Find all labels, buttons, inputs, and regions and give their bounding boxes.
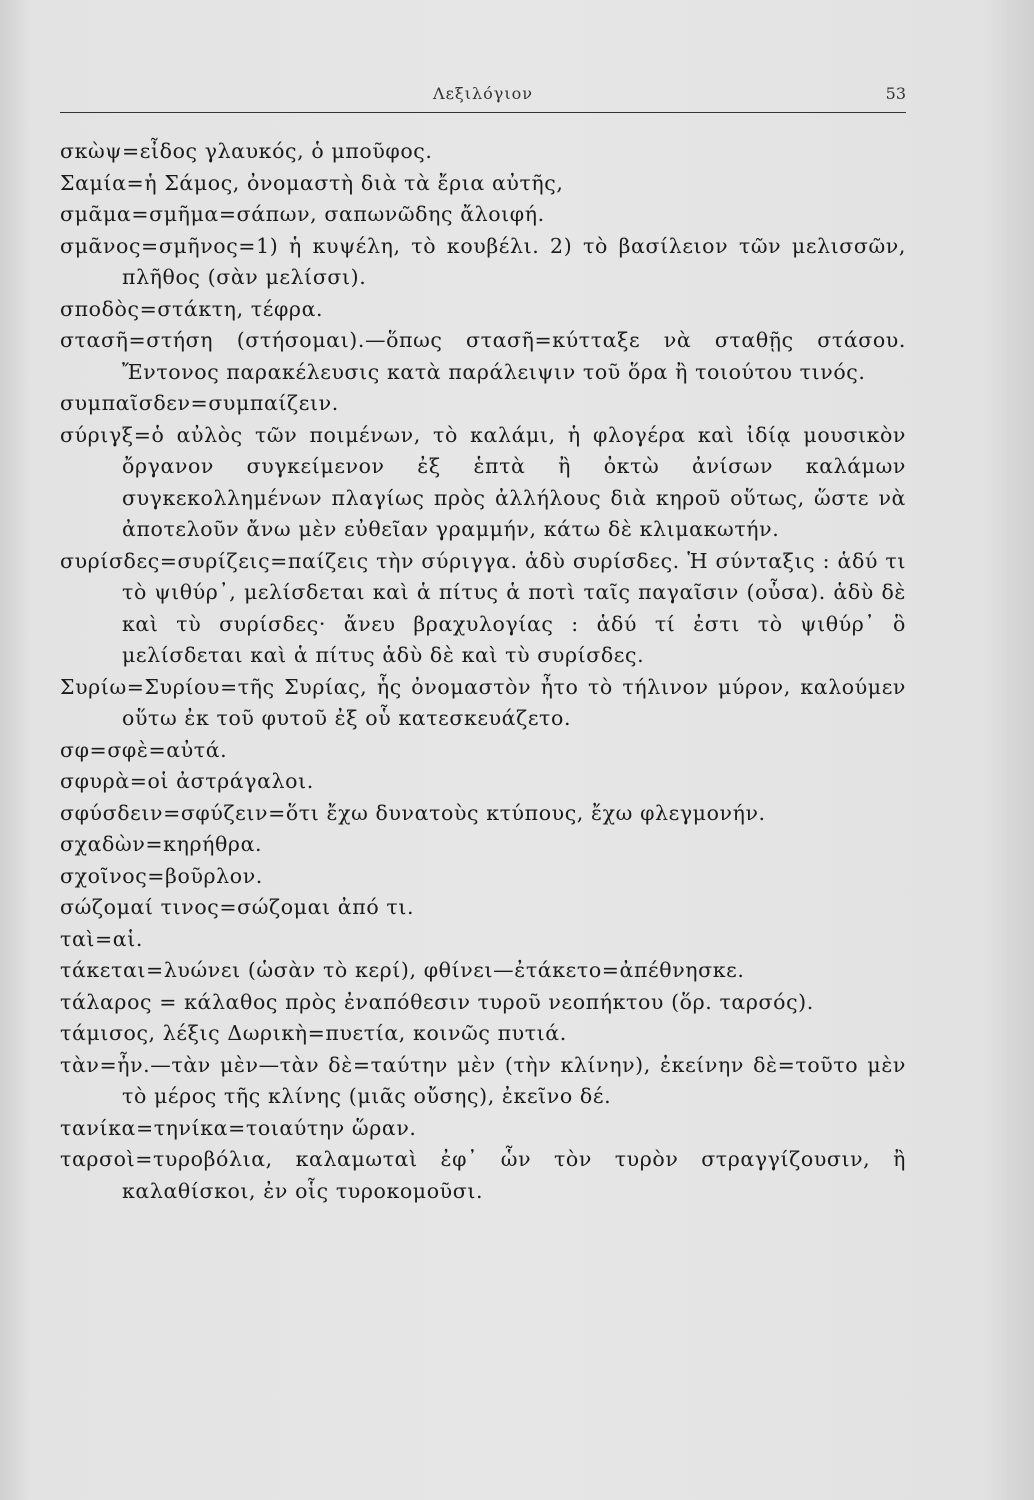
glossary-entry: σχοῖνος=βοῦρλον.	[60, 863, 263, 888]
glossary-entry: τανίκα=τηνίκα=τοιαύτην ὥραν.	[60, 1115, 417, 1140]
glossary-entries	[60, 136, 906, 1207]
glossary-entry: σφυρὰ=οἱ ἀστράγαλοι.	[60, 769, 314, 793]
glossary-entry: σποδὸς=στάκτη, τέφρα.	[60, 296, 324, 321]
glossary-entry: σφύσδειν=σφύζειν=ὅτι ἔχω δυνατοὺς κτύπους, ἔχω φλεγμονήν.	[60, 800, 766, 825]
glossary-entry: τάλαρος = κάλαθος πρὸς ἐναπόθεσιν τυροῦ νεοπήκτου (ὅρ. ταρσός).	[60, 989, 814, 1014]
glossary-entry: σώζομαί τινος=σώζομαι ἀπό τι.	[60, 895, 415, 919]
glossary-entry: σφ=σφὲ=αὐτά.	[60, 737, 228, 762]
glossary-entry: ταὶ=αἱ.	[60, 926, 143, 951]
glossary-entry: σμᾶνος=σμῆνος=1) ἡ κυψέλη, τὸ κουβέλι. 2) τὸ βασίλειον τῶν μελισσῶν, πλῆθος (σὰν μελίσσι).	[60, 233, 906, 289]
glossary-entry: σκὼψ=εἶδος γλαυκός, ὁ μποῦφος.	[60, 139, 433, 163]
running-title: Λεξιλόγιον	[433, 84, 533, 103]
glossary-entry: τὰν=ἦν.—τὰν μὲν—τὰν δὲ=ταύτην μὲν (τὴν κλίνην), ἐκείνην δὲ=τοῦτο μὲν τὸ μέρος τῆς κλίνης (μιᾶς οὔσης), ἐκεῖνο δέ.	[60, 1052, 906, 1108]
glossary-entry: Συρίω=Συρίου=τῆς Συρίας, ἧς ὀνομαστὸν ἦτο τὸ τήλινον μύρον, καλούμεν οὕτω ἐκ τοῦ φυτοῦ ἐξ οὗ κατεσκευάζετο.	[60, 674, 906, 730]
glossary-entry: τάκεται=λυώνει (ὡσὰν τὸ κερί), φθίνει—ἐτάκετο=ἀπέθνησκε.	[60, 958, 745, 982]
glossary-entry: σμᾶμα=σμῆμα=σάπων, σαπωνῶδης ἄλοιφή.	[60, 202, 545, 226]
running-head	[60, 84, 906, 113]
page-number: 53	[885, 84, 906, 103]
glossary-entry: συρίσδες=συρίζεις=παίζεις τὴν σύριγγα. ἁδὺ συρίσδες. Ἡ σύνταξις : ἁδύ τι τὸ ψιθύρ᾽, μελίσδεται καὶ ἁ πίτυς ἁ ποτὶ ταῖς παγαῖσιν (οὖσα). ἁδὺ δὲ καὶ τὺ συρίσδες· ἄνευ βραχυλογίας : ἁδύ τί ἐστι τὸ ψιθύρ᾽ ὃ μελίσδεται καὶ ἁ πίτυς ἁδὺ δὲ καὶ τὺ συρίσδες.	[60, 548, 906, 667]
glossary-entry: συμπαῖσδεν=συμπαίζειν.	[60, 391, 339, 415]
glossary-entry: στασῆ=στήση (στήσομαι).—ὅπως στασῆ=κύτταξε νὰ σταθῇς στάσου. Ἔντονος παρακέλευσις κατὰ παράλειψιν τοῦ ὅρα ἢ τοιούτου τινός.	[60, 328, 906, 384]
glossary-entry: τάμισος, λέξις Δωρικὴ=πυετία, κοινῶς πυτιά.	[60, 1021, 567, 1045]
glossary-entry: Σαμία=ἡ Σάμος, ὀνομαστὴ διὰ τὰ ἔρια αὐτῆς,	[60, 170, 564, 195]
glossary-entry: σύριγξ=ὁ αὐλὸς τῶν ποιμένων, τὸ καλάμι, ἡ φλογέρα καὶ ἰδίᾳ μουσικὸν ὄργανον συγκείμενον ἐξ ἑπτὰ ἢ ὀκτὼ ἀνίσων καλάμων συγκεκολλημένων πλαγίως πρὸς ἀλλήλους διὰ κηροῦ οὕτως, ὥστε νὰ ἀποτελοῦν ἄνω μὲν εὐθεῖαν γραμμήν, κάτω δὲ κλιμακωτήν.	[60, 422, 906, 541]
glossary-entry: ταρσοὶ=τυροβόλια, καλαμωταὶ ἐφ᾽ ὧν τὸν τυρὸν στραγγίζουσιν, ἢ καλαθίσκοι, ἐν οἷς τυροκομοῦσι.	[60, 1147, 906, 1203]
glossary-entry: σχαδὼν=κηρήθρα.	[60, 832, 263, 856]
